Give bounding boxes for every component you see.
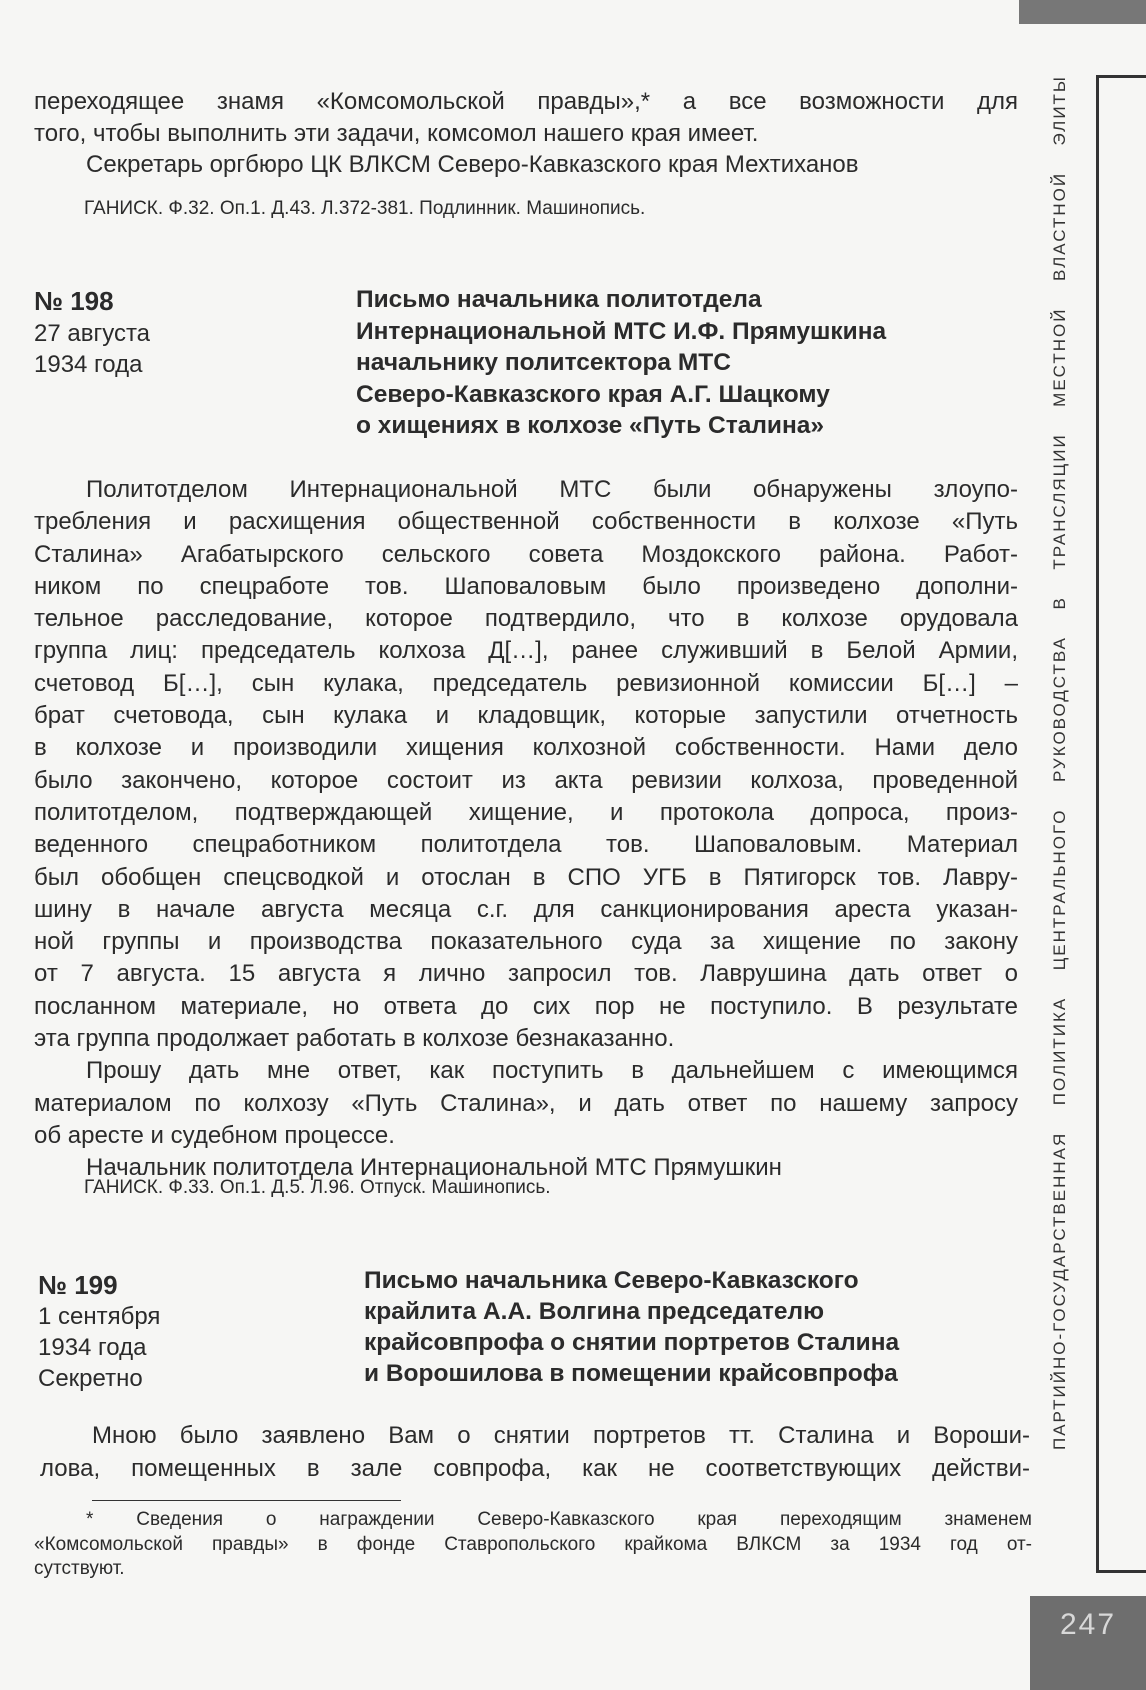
archive-source: ГАНИСК. Ф.32. Оп.1. Д.43. Л.372-381. Подлинник. Машинопись. (84, 198, 646, 219)
signature: Начальник политотдела Интернациональной МТС Прямушкин (86, 1154, 782, 1182)
text-line: переходящее знамя «Комсомольской правды»,* а все возможности для (34, 88, 1018, 115)
text-line: лова, помещенных в зале совпрофа, как не соответствующих действи- (40, 1455, 1030, 1482)
title-line: Северо-Кавказского края А.Г. Шацкому (356, 380, 830, 408)
text-line: Сталина» Агабатырского сельского совета Моздокского района. Работ- (34, 540, 1018, 568)
text-line: брат счетовода, сын кулака и кладовщик, которые запустили отчетность (34, 702, 1018, 730)
text-line: счетовод Б[…], сын кулака, председатель ревизионной комиссии Б[…] – (34, 669, 1018, 697)
running-head: ПАРТИЙНО-ГОСУДАРСТВЕННАЯ ПОЛИТИКА ЦЕНТРАЛЬНОГО РУКОВОДСТВА В ТРАНСЛЯЦИИ МЕСТНОЙ ВЛАСТНОЙ ЭЛИТЫ (1050, 75, 1069, 1450)
document-number: № 199 (38, 1270, 118, 1300)
doc199-meta (38, 1270, 160, 1394)
text-line: Политотделом Интернациональной МТС были обнаружены злоупо- (86, 476, 1018, 503)
secrecy-mark: Секретно (38, 1365, 143, 1392)
document-date: 1 сентября (38, 1303, 161, 1330)
archive-source: ГАНИСК. Ф.33. Оп.1. Д.5. Л.96. Отпуск. Машинопись. (84, 1177, 551, 1198)
text-line: Прошу дать мне ответ, как поступить в дальнейшем с имеющимся (86, 1057, 1018, 1085)
text-line: об аресте и судебном процессе. (34, 1121, 395, 1149)
title-line: Письмо начальника политотдела (356, 286, 762, 313)
doc198-meta (34, 286, 150, 381)
title-line: о хищениях в колхозе «Путь Сталина» (356, 412, 825, 439)
header-tab-decoration (1019, 0, 1146, 24)
title-line: крайлита А.А. Волгина председателю (364, 1298, 825, 1325)
page-number: 247 (1059, 1608, 1117, 1641)
text-line: ной группы и производства показательного суда за хищение по закону (34, 928, 1018, 956)
footnote-line: «Комсомольской правды» в фонде Ставропольского крайкома ВЛКСМ за 1934 год от- (34, 1533, 1032, 1555)
page-number-box (1030, 1596, 1146, 1690)
text-line: политотделом, подтверждающей хищение, и протокола допроса, произ- (34, 798, 1018, 826)
text-line: в колхозе и производили хищения колхозной собственности. Нами дело (34, 734, 1018, 762)
text-line: требления и расхищения общественной собственности в колхозе «Путь (34, 508, 1018, 536)
footnote-line: сутствуют. (34, 1558, 125, 1579)
signature: Секретарь оргбюро ЦК ВЛКСМ Северо-Кавказского края Мехтиханов (86, 151, 859, 178)
text-line: был обобщен спецсводкой и отослан в СПО УГБ в Пятигорск тов. Лавру- (34, 863, 1018, 891)
footnote (34, 1508, 1032, 1582)
doc199-body (40, 1419, 1030, 1485)
text-line: тельное расследование, которое подтвердило, что в колхозе орудовала (34, 605, 1018, 633)
title-line: и Ворошилова в помещении крайсовпрофа (364, 1360, 898, 1387)
title-line: Письмо начальника Северо-Кавказского (364, 1267, 859, 1294)
title-line: начальнику политсектора МТС (356, 349, 731, 376)
title-line: крайсовпрофа о снятии портретов Сталина (364, 1329, 900, 1356)
prev-document-text (34, 86, 1018, 181)
footnote-divider (92, 1500, 401, 1501)
document-year: 1934 года (38, 1334, 147, 1361)
text-line: от 7 августа. 15 августа я лично запросил тов. Лаврушина дать ответ о (34, 960, 1018, 988)
text-line: было закончено, которое состоит из акта ревизии колхоза, проведенной (34, 766, 1018, 794)
text-line: посланном материале, но ответа до сих пор не поступило. В результате (34, 992, 1018, 1020)
text-line: того, чтобы выполнить эти задачи, комсомол нашего края имеет. (34, 119, 759, 147)
doc198-title (356, 284, 886, 442)
document-year: 1934 года (34, 351, 143, 378)
footnote-line: * Сведения о награждении Северо-Кавказского края переходящим знаменем (86, 1509, 1032, 1530)
text-line: эта группа продолжает работать в колхозе безнаказанно. (34, 1025, 675, 1053)
text-line: материалом по колхозу «Путь Сталина», и дать ответ по нашему запросу (34, 1089, 1018, 1117)
text-line: группа лиц: председатель колхоза Д[…], ранее служивший в Белой Армии, (34, 637, 1018, 665)
text-line: веденного спецработником политотдела тов. Шаповаловым. Материал (34, 831, 1018, 859)
doc198-body (34, 474, 1018, 1185)
document-date: 27 августа (34, 319, 151, 347)
document-number: № 198 (34, 286, 114, 316)
text-line: шину в начале августа месяца с.г. для санкционирования ареста указан- (34, 895, 1018, 923)
title-line: Интернациональной МТС И.Ф. Прямушкина (356, 317, 887, 345)
doc199-title (364, 1265, 899, 1389)
margin-frame (1096, 75, 1146, 1573)
text-line: ником по спецработе тов. Шаповаловым было произведено дополни- (34, 572, 1018, 600)
text-line: Мною было заявлено Вам о снятии портретов тт. Сталина и Вороши- (92, 1422, 1030, 1449)
